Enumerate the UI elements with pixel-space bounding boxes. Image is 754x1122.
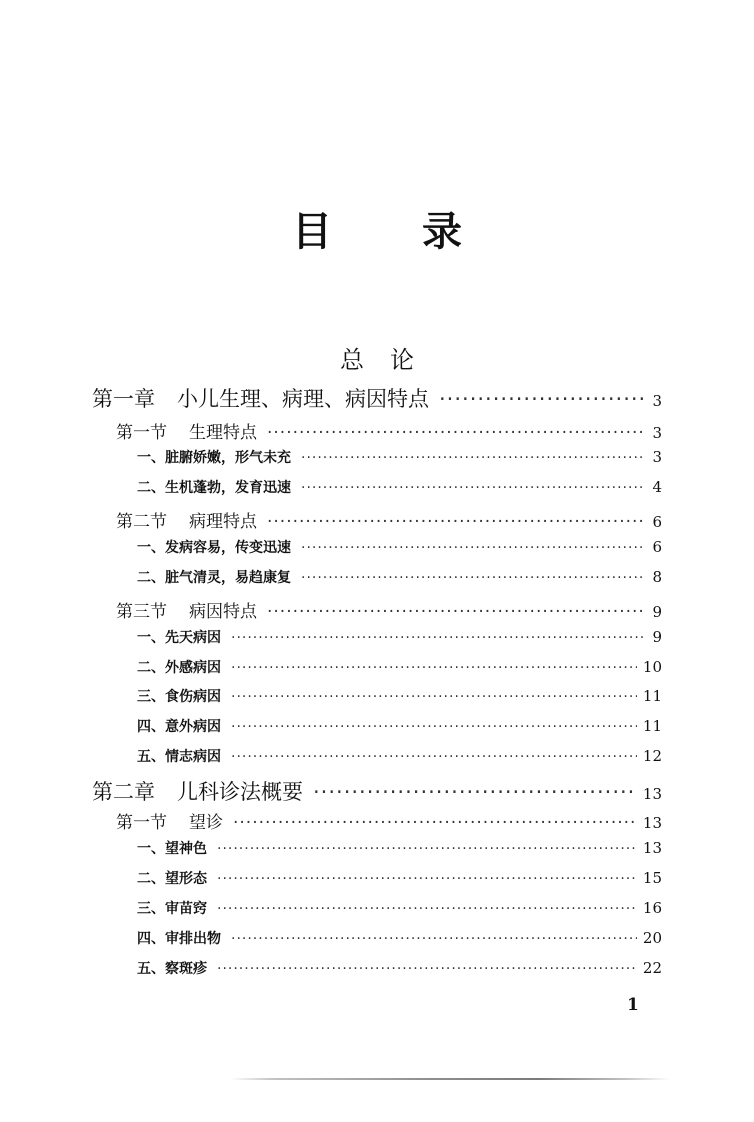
toc-entry-chapter <box>92 383 662 413</box>
toc-entry-item <box>137 928 662 948</box>
toc-entry-item <box>137 657 662 677</box>
toc-entry-item <box>137 868 662 888</box>
page-number: 1 <box>627 995 639 1015</box>
toc-entry-number: 第一节 <box>116 423 167 443</box>
toc-entry-title: 望诊 <box>189 813 223 833</box>
toc-entry-item <box>137 958 662 978</box>
dot-leader <box>301 540 644 556</box>
dot-leader <box>217 961 637 977</box>
toc-entry-page: 4 <box>652 478 662 496</box>
toc-entry-label <box>137 868 207 888</box>
section-heading-char-1: 总 <box>340 346 364 374</box>
dot-leader <box>267 423 644 443</box>
toc-entry-label <box>116 597 257 622</box>
dot-leader <box>301 450 644 466</box>
toc-entry-title: 一、先天病因 <box>137 630 221 646</box>
dot-leader <box>231 719 637 735</box>
toc-entry-label <box>92 776 303 806</box>
dot-leader <box>231 749 637 765</box>
toc-entry-label <box>137 447 291 467</box>
toc-entry-title: 儿科诊法概要 <box>177 780 303 804</box>
toc-entry-page: 16 <box>642 899 662 917</box>
toc-entry-label <box>137 898 207 918</box>
toc-entry-item <box>137 838 662 858</box>
dot-leader <box>217 901 637 917</box>
dot-leader <box>217 871 637 887</box>
section-heading <box>0 340 754 375</box>
toc-entry-title: 一、发病容易，传变迅速 <box>137 540 291 556</box>
toc-entry-page: 8 <box>652 568 662 586</box>
dot-leader <box>301 570 644 586</box>
toc-entry-title: 二、外感病因 <box>137 660 221 676</box>
toc-entry-label <box>137 746 221 766</box>
dot-leader <box>267 602 644 622</box>
toc-entry-page: 3 <box>652 448 662 466</box>
toc-entry-title: 五、察斑疹 <box>137 961 207 977</box>
toc-entry-section <box>116 597 662 622</box>
toc-entry-page: 6 <box>652 513 662 531</box>
toc-entry-item <box>137 627 662 647</box>
toc-entry-page: 9 <box>652 628 662 646</box>
toc-entry-number: 第一节 <box>116 813 167 833</box>
toc-entry-item <box>137 746 662 766</box>
toc-entry-page: 22 <box>642 959 662 977</box>
toc-entry-label <box>137 928 221 948</box>
toc-entry-title: 二、脏气清灵，易趋康复 <box>137 570 291 586</box>
toc-entry-chapter <box>92 776 662 806</box>
dot-leader <box>217 841 637 857</box>
toc-entry-page: 20 <box>642 929 662 947</box>
toc-entry-title: 三、审苗窍 <box>137 901 207 917</box>
toc-entry-label <box>92 383 429 413</box>
scan-artifact-line <box>230 1078 670 1080</box>
dot-leader <box>231 931 637 947</box>
toc-entry-page: 15 <box>642 869 662 887</box>
dot-leader <box>267 512 644 532</box>
toc-entry-title: 二、望形态 <box>137 871 207 887</box>
toc-entry-title: 病理特点 <box>189 512 257 532</box>
toc-entry-label <box>137 627 221 647</box>
toc-entry-label <box>116 507 257 532</box>
toc-entry-label <box>116 808 223 833</box>
toc-entry-number: 第二节 <box>116 512 167 532</box>
toc-entry-title: 一、望神色 <box>137 841 207 857</box>
toc-entry-label <box>137 958 207 978</box>
dot-leader <box>231 660 637 676</box>
toc-entry-title: 二、生机蓬勃，发育迅速 <box>137 480 291 496</box>
toc-entry-title: 小儿生理、病理、病因特点 <box>177 387 429 411</box>
section-heading-char-2: 论 <box>390 346 414 374</box>
toc-entry-page: 13 <box>642 839 662 857</box>
toc-entry-number: 第二章 <box>92 780 155 804</box>
toc-entry-label <box>137 537 291 557</box>
toc-entry-item <box>137 898 662 918</box>
toc-entry-title: 四、意外病因 <box>137 719 221 735</box>
page-title-char-2: 录 <box>422 209 462 255</box>
toc-entry-page: 3 <box>652 424 662 442</box>
toc-entry-label <box>116 418 257 443</box>
dot-leader <box>231 689 637 705</box>
toc-entry-label <box>137 716 221 736</box>
toc-entry-title: 病因特点 <box>189 602 257 622</box>
toc-entry-page: 12 <box>642 747 662 765</box>
toc-entry-item <box>137 567 662 587</box>
toc-entry-item <box>137 477 662 497</box>
toc-entry-number: 第三节 <box>116 602 167 622</box>
dot-leader <box>313 780 637 804</box>
toc-entry-section <box>116 507 662 532</box>
toc-entry-page: 11 <box>642 717 662 735</box>
toc-entry-title: 五、情志病因 <box>137 749 221 765</box>
toc-entry-label <box>137 838 207 858</box>
toc-entry-page: 9 <box>652 603 662 621</box>
toc-entry-label <box>137 686 221 706</box>
toc-entry-title: 一、脏腑娇嫩，形气未充 <box>137 450 291 466</box>
toc-entry-item <box>137 686 662 706</box>
toc-entry-label <box>137 657 221 677</box>
toc-entry-title: 四、审排出物 <box>137 931 221 947</box>
toc-entry-page: 13 <box>642 785 662 803</box>
toc-entry-item <box>137 447 662 467</box>
dot-leader <box>233 813 637 833</box>
toc-entry-label <box>137 477 291 497</box>
toc-entry-title: 生理特点 <box>189 423 257 443</box>
toc-entry-label <box>137 567 291 587</box>
toc-entry-number: 第一章 <box>92 387 155 411</box>
toc-entry-item <box>137 716 662 736</box>
toc-entry-page: 3 <box>652 392 662 410</box>
toc-entry-page: 6 <box>652 538 662 556</box>
page-title <box>0 200 754 257</box>
toc-entry-section <box>116 418 662 443</box>
toc-entry-item <box>137 537 662 557</box>
page-title-char-1: 目 <box>292 209 332 255</box>
dot-leader <box>301 480 644 496</box>
dot-leader <box>439 387 644 411</box>
toc-entry-page: 13 <box>642 814 662 832</box>
toc-entry-page: 11 <box>642 687 662 705</box>
dot-leader <box>231 630 644 646</box>
toc-entry-page: 10 <box>642 658 662 676</box>
toc-entry-section <box>116 808 662 833</box>
toc-entry-title: 三、食伤病因 <box>137 689 221 705</box>
